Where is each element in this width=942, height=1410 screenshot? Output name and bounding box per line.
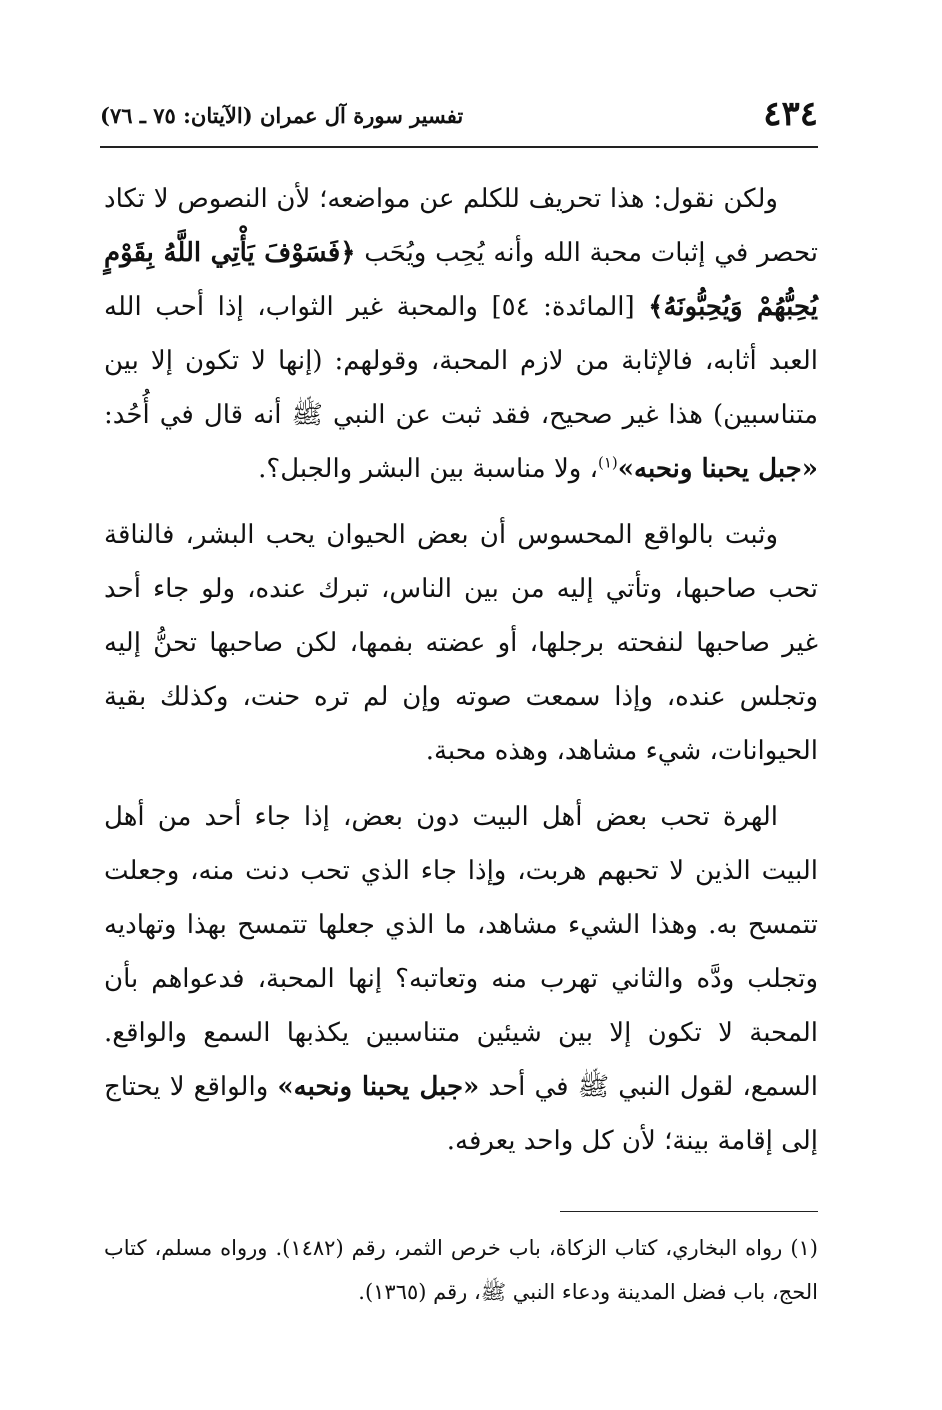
running-title: تفسير سورة آل عمران (الآيتان: ٧٥ ـ ٧٦) [100,103,464,128]
footnote-divider [560,1211,818,1212]
main-text [104,172,818,1180]
hadith-quote-2: «جبل يحبنا ونحبه» [277,1072,480,1102]
footnote-number: (١) [790,1236,818,1260]
page-number: ٤٣٤ [763,94,818,134]
footnote-1 [104,1226,818,1314]
quran-verse: ﴿فَسَوْفَ يَأْتِي اللَّهُ بِقَوْمٍ يُحِبُّهُمْ وَيُحِبُّونَهُ﴾ [104,238,818,322]
paragraph-1 [104,172,818,496]
paragraph-3-text-a: الهرة تحب بعض أهل البيت دون بعض، إذا جاء أحد من أهل البيت الذين لا تحبهم هربت، وإذا جاء الذي تحب دنت منه، وجعلت تتمسح به. وهذا الشيء مشاهد، ما الذي جعلها تتمسح بهذا وتهاديه وتجلب ودَّه والثاني تهرب منه وتعاتبه؟ إنها المحبة، فدعواهم بأن المحبة لا تكون إلا بين شيئين متناسبين يكذبها السمع والواقع. السمع، لقول النبي ﷺ في أحد [104,802,819,1102]
header-divider [100,146,818,148]
paragraph-1-text-b: [المائدة: ٥٤] والمحبة غير الثواب، إذا أحب الله العبد أثابه، فالإثابة من لازم المحبة، وقولهم: (إنها لا تكون إلا بين متناسبين) هذا غير صحيح، فقد ثبت عن النبي ﷺ أنه قال في أُحُد: [104,292,818,430]
paragraph-1-text-c: ، ولا مناسبة بين البشر والجبل؟. [258,454,598,484]
paragraph-2-text: وثبت بالواقع المحسوس أن بعض الحيوان يحب البشر، فالناقة تحب صاحبها، وتأتي إليه من بين الناس، تبرك عنده، ولو جاء أحد غير صاحبها لنفحته برجلها، أو عضته بفمها، لكن صاحبها تحنُّ إليه وتجلس عنده، وإذا سمعت صوته وإن لم تره حنت، وكذلك بقية الحيوانات، شيء مشاهد، وهذه محبة. [104,520,818,766]
paragraph-1-text-a: ولكن نقول: هذا تحريف للكلم عن مواضعه؛ لأن النصوص لا تكاد تحصر في إثبات محبة الله وأنه يُحِب ويُحَب [104,184,818,268]
hadith-quote: «جبل يحبنا ونحبه» [617,454,818,484]
paragraph-2 [104,508,818,778]
footnote-reference[interactable]: (١) [598,453,618,472]
paragraph-3-text-b: والواقع لا يحتاج إلى إقامة بينة؛ لأن كل واحد يعرفه. [104,1072,818,1156]
paragraph-3 [104,790,818,1168]
page-header [100,92,818,142]
footnote [104,1226,818,1314]
footnote-text: رواه البخاري، كتاب الزكاة، باب خرص الثمر، رقم (١٤٨٢). ورواه مسلم، كتاب الحج، باب فضل المدينة ودعاء النبي ﷺ، رقم (١٣٦٥). [104,1236,818,1304]
